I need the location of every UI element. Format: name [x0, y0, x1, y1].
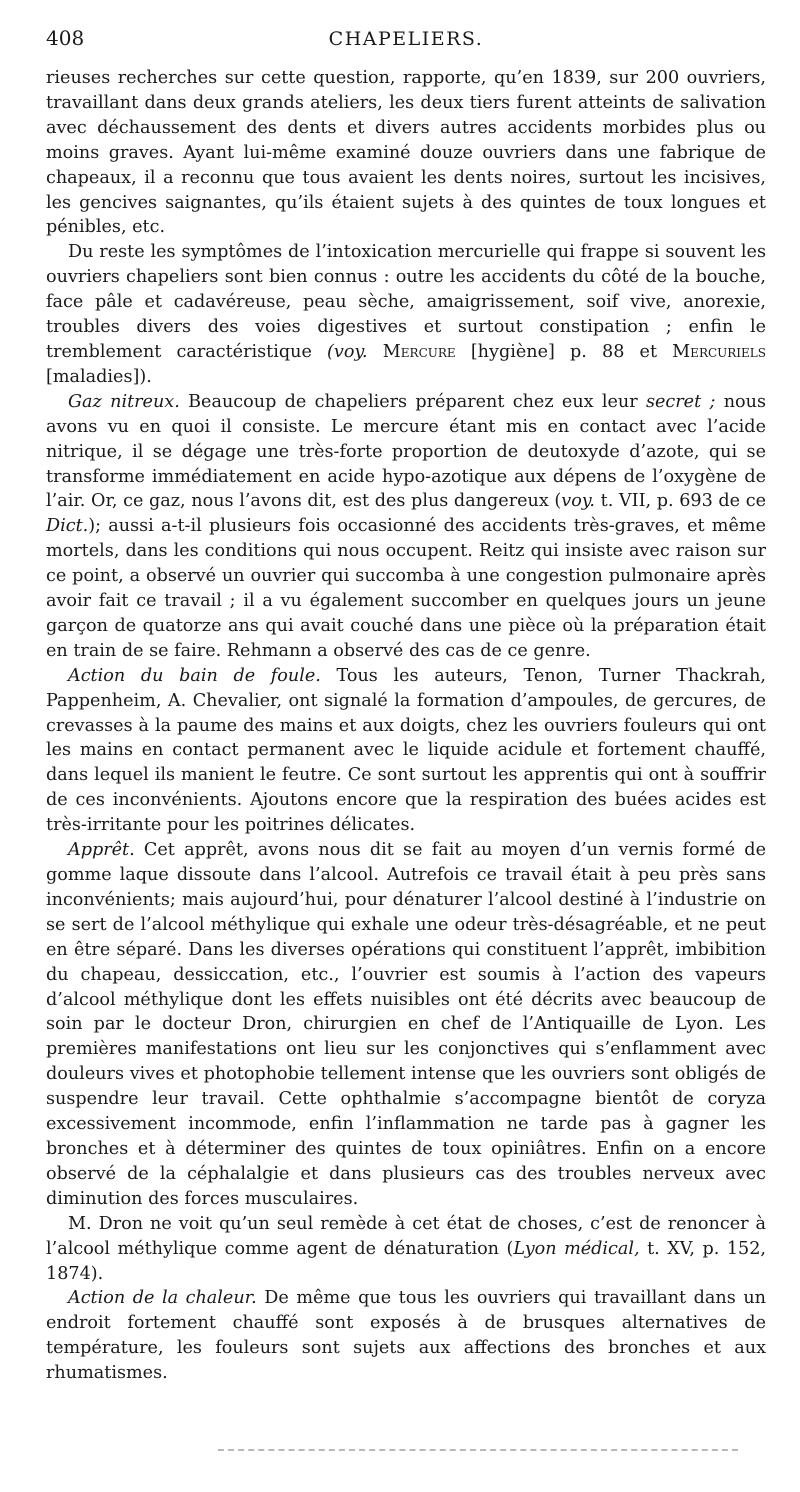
paragraph: [46, 66, 766, 240]
paragraph-lead-heading: Action de la chaleur.: [68, 1288, 257, 1309]
page-number: 408: [46, 26, 85, 50]
paragraph-lead-heading: Apprêt.: [68, 840, 135, 861]
text-run: ); aussi a-t-il plusieurs fois occasionné des accidents très-graves, et même mortels, dans les conditions qui nous occupent. Reitz qui insiste avec raison sur ce point, a observé un ouvrier qui succomba à une congestion pulmonaire après avoir fait ce travail ; il a vu également succomber en quelques jours un jeune garçon de quatorze ans qui avait couché dans une pièce où la préparation était en train de se faire. Rehmann a observé des cas de ce genre.: [46, 516, 766, 661]
text-run: M. Dron ne voit qu’un seul remède à cet état de choses, c’est de renoncer à l’alcool méthylique comme agent de dénaturation (: [46, 1213, 766, 1259]
text-run: Tous les auteurs, Tenon, Turner Thackrah, Pappenheim, A. Chevalier, ont signalé la formation d’ampoules, de gercures, de crevasses à la paume des mains et aux doigts, chez les ouvriers fouleurs qui ont les mains en contact permanent avec le liquide acidule et fortement chauffé, dans lequel ils manient le feutre. Ce sont surtout les apprentis qui ont à souffrir de ces inconvénients. Ajoutons encore que la respiration des buées acides est très-irritante pour les poitrines délicates.: [46, 665, 766, 836]
paragraph: [46, 838, 766, 1212]
paragraph: [46, 1286, 766, 1386]
text-run: rieuses recherches sur cette question, rapporte, qu’en 1839, sur 200 ouvriers, travaillant dans deux grands ateliers, les deux tiers furent atteints de salivation avec déchaussement des dents et divers autres accidents morbides plus ou moins graves. Ayant lui-même examiné douze ouvriers dans une fabrique de chapeaux, il a reconnu que tous avaient les dents noires, surtout les incisives, les gencives saignantes, qu’ils étaient sujets à des quintes de toux longues et pénibles, etc.: [46, 68, 766, 238]
text-run: nous avons vu en quoi il consiste. Le mercure étant mis en contact avec l’acide nitrique, il se dégage une très-forte proportion de deutoxyde d’azote, qui se transforme immédiatement en acide hypo-azotique aux dépens de l’oxygène de l’air. Or, ce gaz, nous l’avons dit, est des plus dangereux (: [46, 391, 766, 512]
text-run: Mercuriels: [672, 341, 767, 362]
text-run: t. VII, p. 693 de ce: [595, 491, 766, 512]
text-run: voy.: [561, 491, 595, 512]
running-title: CHAPELIERS.: [328, 28, 484, 50]
text-run: t. XV, p. 152, 1874).: [46, 1238, 766, 1284]
text-run: Cet apprêt, avons nous dit se fait au moyen d’un vernis formé de gomme laque dissoute dans l’alcool. Autrefois ce travail était à peu près sans inconvénients; mais aujourd’hui, pour dénaturer l’alcool destiné à l’industrie on se sert de l’alcool méthylique qui exhale une odeur très-désagréable, et ne peut en être séparé. Dans les diverses opérations qui constituent l’apprêt, imbibition du chapeau, dessiccation, etc., l’ouvrier est soumis à l’action des vapeurs d’alcool méthylique dont les effets nuisibles ont été décrits avec beaucoup de soin par le docteur Dron, chirurgien en chef de l’Antiquaille de Lyon. Les premières manifestations ont lieu sur les conjonctives qui s’enflamment avec douleurs vives et photophobie tellement intense que les ouvriers sont obligés de suspendre leur travail. Cette ophthalmie s’accompagne bientôt de coryza excessivement incommode, enfin l’inflammation ne tarde pas à gagner les bronches et à déterminer des quintes de toux opiniâtres. Enfin on a encore observé de la céphalalgie et dans plusieurs cas des troubles nerveux avec diminution des forces musculaires.: [46, 840, 766, 1209]
paragraph-lead-heading: Action du bain de foule.: [68, 665, 321, 686]
paragraph: [46, 1212, 766, 1287]
text-run: [368, 342, 383, 362]
page-header: [46, 26, 766, 66]
text-run: Mercure: [382, 341, 456, 362]
text-run: (voy.: [327, 341, 368, 362]
footer-rule: [218, 1449, 738, 1451]
text-run: Beaucoup de chapeliers préparent chez eux leur: [179, 391, 646, 412]
body-text: [46, 66, 766, 1386]
text-run: Lyon médical,: [513, 1238, 640, 1259]
text-run: Du reste les symptômes de l’intoxication mercurielle qui frappe si souvent les ouvriers chapeliers sont bien connus : outre les accidents du côté de la bouche, face pâle et cadavéreuse, peau sèche, amaigrissement, soif vive, anorexie, troubles divers des voies digestives et surtout constipation ; enfin le tremblement caractéristique: [46, 242, 766, 362]
text-run: [hygiène] p. 88 et: [455, 341, 673, 362]
paragraph: [46, 390, 766, 664]
text-run: Dict.: [46, 516, 89, 537]
text-run: [maladies]).: [46, 366, 152, 387]
paragraph-lead-heading: Gaz nitreux.: [68, 391, 180, 412]
text-run: secret ;: [645, 391, 716, 412]
paragraph: [46, 240, 766, 389]
text-run: De même que tous les ouvriers qui travaillant dans un endroit fortement chauffé sont exposés à de brusques alternatives de température, les fouleurs sont sujets aux affections des bronches et aux rhumatismes.: [46, 1288, 766, 1384]
paragraph: [46, 664, 766, 838]
